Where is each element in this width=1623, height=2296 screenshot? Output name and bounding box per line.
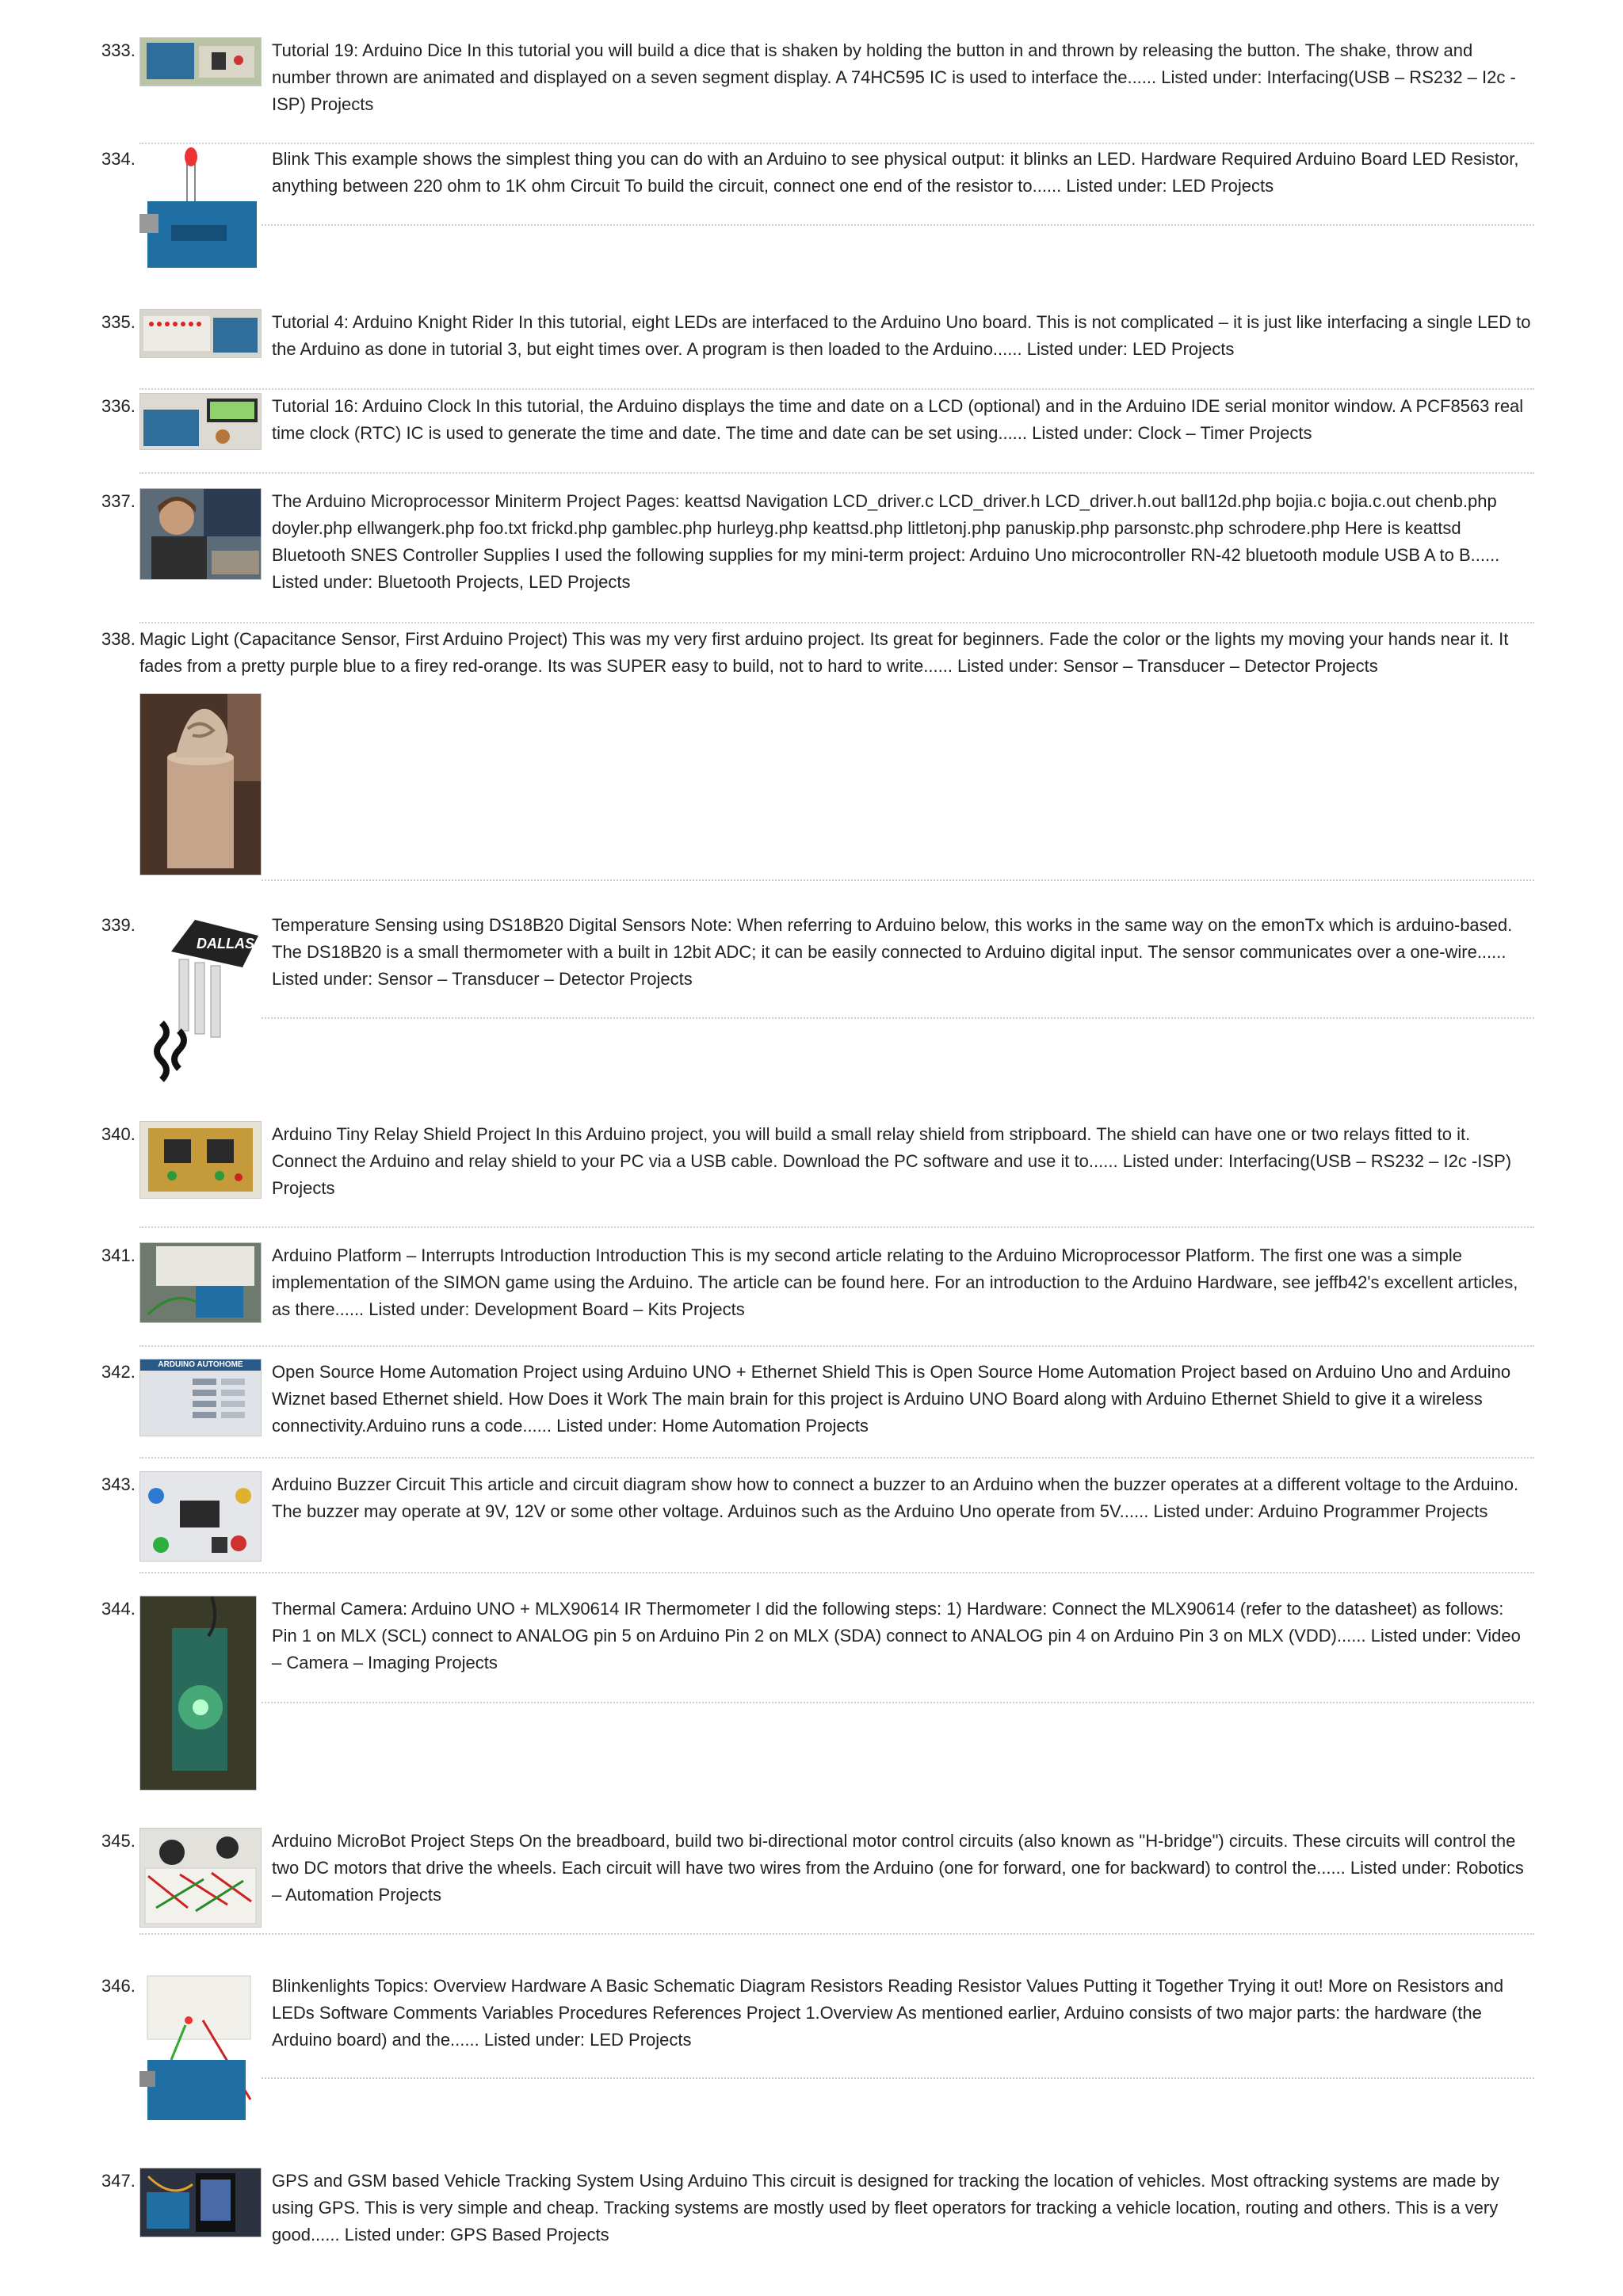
item-description[interactable]: Arduino Tiny Relay Shield Project In this Arduino project, you will build a small relay shield from stripboard. The shield can have one or two relays fitted to it. Connect the Arduino and relay shield to your PC via a USB cable. Download the PC software and use it to...... Listed under: Interfacing(USB – RS232 – I2c -ISP) Projects: [272, 1124, 1512, 1198]
item-number: 340.: [101, 1124, 136, 1144]
item-thumbnail[interactable]: [139, 1471, 262, 1562]
item-number: 342.: [101, 1362, 136, 1382]
item-thumbnail[interactable]: [139, 146, 260, 271]
item-description[interactable]: [139, 626, 1534, 680]
item-number: 336.: [101, 396, 136, 416]
magic-light-lamp-photo-icon: [140, 694, 261, 875]
separator: [139, 1345, 1534, 1347]
separator: [139, 388, 1534, 390]
separator: [139, 1457, 1534, 1459]
thermal-camera-photo-icon: [140, 1596, 256, 1790]
item-number: 338.: [101, 629, 136, 649]
item-description[interactable]: Temperature Sensing using DS18B20 Digital Sensors Note: When referring to Arduino below, this works in the same way on the emonTx which is arduino-based. The DS18B20 is a small thermometer with a built in 12bit ADC; it can be easily connected to Arduino digital input. The sensor communicates over a one-wire...... Listed under: Sensor – Transducer – Detector Projects: [272, 915, 1513, 989]
arduino-clock-lcd-photo-icon: [140, 394, 261, 449]
svg-text:DALLAS: DALLAS: [197, 936, 254, 952]
item-description[interactable]: The Arduino Microprocessor Miniterm Project Pages: keattsd Navigation LCD_driver.c LCD_driver.h LCD_driver.h.out ball12d.php bojia.c bojia.c.out chenb.php doyler.php ellwangerk.php foo.txt frickd.php gamblec.php hurleyg.php keattsd.php littletonj.php panuskip.php parsonstc.php schrodere.php Here is keattsd Bluetooth SNES Controller Supplies I used the following supplies for my mini-term project: Arduino Uno microcontroller RN-42 bluetooth module USB A to B...... Listed under: Bluetooth Projects, LED Projects: [272, 491, 1500, 592]
separator: [139, 1933, 1534, 1935]
item-description[interactable]: Arduino MicroBot Project Steps On the breadboard, build two bi-directional motor control circuits (also known as "H-bridge") circuits. These circuits will control the two DC motors that drive the wheels. Each circuit will have two wires from the Arduino (one for forward, one for backward) to control the...... Listed under: Robotics – Automation Projects: [272, 1831, 1524, 1905]
separator: [262, 2077, 1534, 2079]
arduino-autohome-screenshot-icon: [140, 1371, 261, 1436]
arduino-dice-board-photo-icon: [140, 38, 261, 86]
item-thumbnail[interactable]: [139, 309, 262, 358]
item-number: 333.: [101, 40, 136, 60]
item-thumbnail[interactable]: [139, 488, 262, 580]
item-number: 343.: [101, 1474, 136, 1494]
buzzer-circuit-photo-icon: [140, 1472, 261, 1561]
item-thumbnail[interactable]: [139, 912, 260, 1086]
item-description[interactable]: Tutorial 16: Arduino Clock In this tutorial, the Arduino displays the time and date on a LCD (optional) and in the Arduino IDE serial monitor window. A PCF8563 real time clock (RTC) IC is used to generate the time and date. The time and date can be set using...... Listed under: Clock – Timer Projects: [272, 396, 1524, 443]
miniterm-student-photo-icon: [140, 489, 261, 579]
item-thumbnail[interactable]: [139, 2168, 262, 2237]
item-description-text: Magic Light (Capacitance Sensor, First Arduino Project) This was my very first arduino project. Its great for beginners. Fade the color or the lights my moving your hands near it. It fades from a pretty purple blue to a firey red-orange. Its was SUPER easy to build, not to hard to write...... Listed under: Sensor – Transducer – Detector Projects: [139, 629, 1509, 676]
item-thumbnail[interactable]: [139, 1828, 262, 1928]
gps-gsm-tracker-photo-icon: [140, 2168, 261, 2237]
item-number: 345.: [101, 1831, 136, 1851]
relay-shield-photo-icon: [140, 1122, 261, 1198]
item-description[interactable]: Blinkenlights Topics: Overview Hardware A Basic Schematic Diagram Resistors Reading Resistor Values Putting it Together Trying it out! More on Resistors and LEDs Software Comments Variables Procedures References Project 1.Overview As mentioned earlier, Arduino consists of two major parts: the hardware (the Arduino board) and the...... Listed under: LED Projects: [272, 1976, 1504, 2050]
separator: [139, 1572, 1534, 1573]
separator: [139, 1226, 1534, 1228]
separator: [262, 224, 1534, 226]
separator: [262, 1702, 1534, 1703]
item-description[interactable]: Arduino Platform – Interrupts Introduction Introduction This is my second article relating to the Arduino Microprocessor Platform. The first one was a simple implementation of the SIMON game using the Arduino. The article can be found here. For an introduction to the Arduino Hardware, see jeffb42's excellent articles, as there...... Listed under: Development Board – Kits Projects: [272, 1245, 1518, 1319]
item-thumbnail[interactable]: [139, 37, 262, 86]
item-description[interactable]: Arduino Buzzer Circuit This article and circuit diagram show how to connect a buzzer to an Arduino when the buzzer operates at a different voltage to the Arduino. The buzzer may operate at 9V, 12V or some other voltage. Arduinos such as the Arduino Uno operate from 5V...... Listed under: Arduino Programmer Projects: [272, 1474, 1519, 1521]
thumb-title: ARDUINO AUTOHOME: [140, 1360, 261, 1371]
item-thumbnail[interactable]: [139, 393, 262, 450]
item-thumbnail[interactable]: [139, 1596, 257, 1791]
blinkenlights-breadboard-photo-icon: [139, 1973, 260, 2123]
item-number: 339.: [101, 915, 136, 935]
arduino-blink-led-photo-icon: [139, 146, 260, 271]
ds18b20-sensor-photo-icon: [139, 912, 260, 1086]
separator: [262, 1017, 1534, 1019]
item-number: 334.: [101, 149, 136, 169]
item-thumbnail[interactable]: [139, 1121, 262, 1199]
interrupts-board-photo-icon: [140, 1243, 261, 1322]
item-description[interactable]: Blink This example shows the simplest thing you can do with an Arduino to see physical output: it blinks an LED. Hardware Required Arduino Board LED Resistor, anything between 220 ohm to 1K ohm Circuit To build the circuit, connect one end of the resistor to...... Listed under: LED Projects: [272, 149, 1519, 196]
item-number: 337.: [101, 491, 136, 511]
separator: [139, 622, 1534, 624]
separator: [262, 879, 1534, 881]
item-number: 335.: [101, 312, 136, 332]
item-description[interactable]: Open Source Home Automation Project using Arduino UNO + Ethernet Shield This is Open Source Home Automation Project based on Arduino Uno and Arduino Wiznet based Ethernet shield. How Does it Work The main brain for this project is Arduino UNO Board along with Arduino Ethernet Shield to give it a wireless connectivity.Arduino runs a code...... Listed under: Home Automation Projects: [272, 1362, 1511, 1436]
separator: [139, 472, 1534, 474]
item-number: 341.: [101, 1245, 136, 1265]
item-thumbnail[interactable]: [139, 1242, 262, 1323]
item-thumbnail[interactable]: [139, 1359, 262, 1436]
item-description[interactable]: Tutorial 4: Arduino Knight Rider In this tutorial, eight LEDs are interfaced to the Arduino Uno board. This is not complicated – it is just like interfacing a single LED to the Arduino as done in tutorial 3, but eight times over. A program is then loaded to the Arduino...... Listed under: LED Projects: [272, 312, 1531, 359]
item-thumbnail[interactable]: [139, 693, 262, 875]
item-description[interactable]: Thermal Camera: Arduino UNO + MLX90614 IR Thermometer I did the following steps: 1) Hardware: Connect the MLX90614 (refer to the datasheet) as follows: Pin 1 on MLX (SCL) connect to ANALOG pin 5 on Arduino Pin 2 on MLX (SDA) connect to ANALOG pin 4 on Arduino Pin 3 on MLX (VDD)...... Listed under: Video – Camera – Imaging Projects: [272, 1599, 1521, 1672]
microbot-breadboard-photo-icon: [140, 1829, 261, 1927]
item-thumbnail[interactable]: [139, 1973, 260, 2123]
separator: [139, 143, 1534, 144]
item-number: 346.: [101, 1976, 136, 1996]
knight-rider-breadboard-photo-icon: [140, 310, 261, 357]
item-number: 344.: [101, 1599, 136, 1619]
item-description[interactable]: Tutorial 19: Arduino Dice In this tutorial you will build a dice that is shaken by holding the button in and thrown by releasing the button. The shake, throw and number thrown are animated and displayed on a seven segment display. A 74HC595 IC is used to interface the...... Listed under: Interfacing(USB – RS232 – I2c -ISP) Projects: [272, 40, 1516, 114]
item-description[interactable]: GPS and GSM based Vehicle Tracking System Using Arduino This circuit is designed for tracking the location of vehicles. Most oftracking systems are made by using GPS. This is very simple and cheap. Tracking systems are mostly used by fleet operators for tracking a vehicle location, routing and others. This is a very good...... Listed under: GPS Based Projects: [272, 2171, 1499, 2245]
item-number: 347.: [101, 2171, 136, 2191]
